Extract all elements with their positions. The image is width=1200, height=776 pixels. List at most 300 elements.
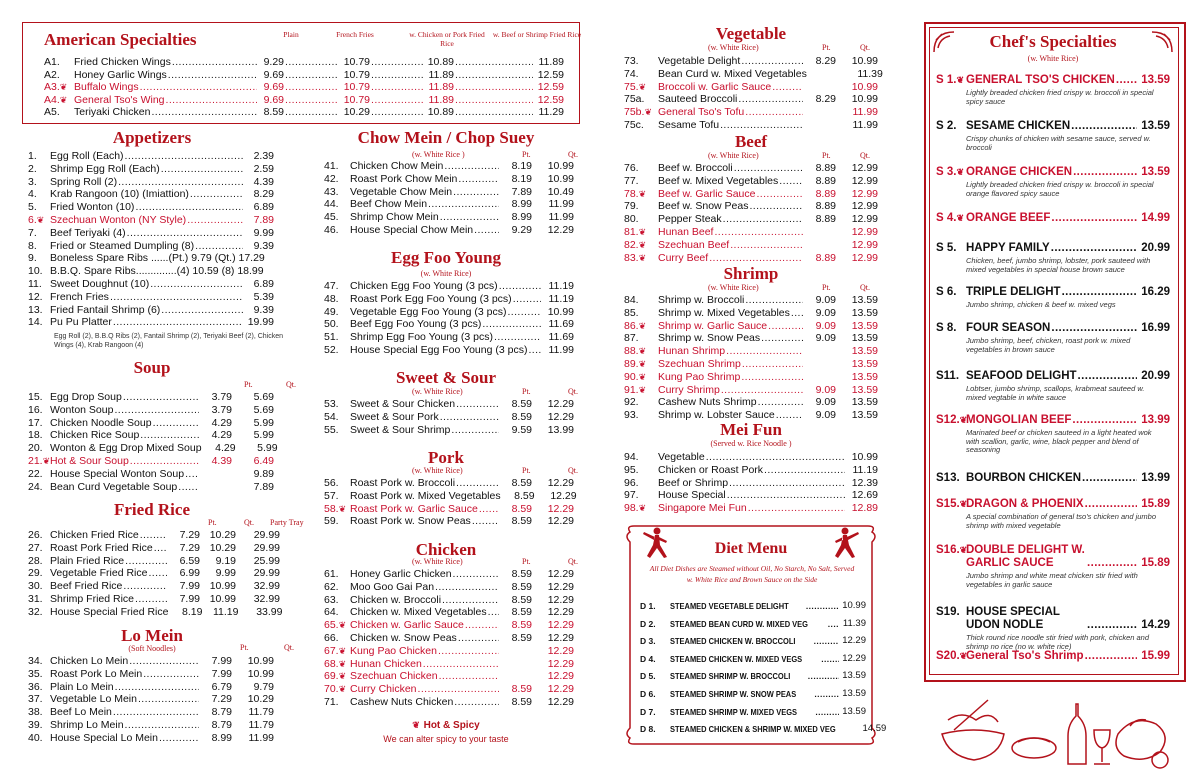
item-price: 5.99 [253, 416, 274, 429]
item-number: 70.❦ [324, 683, 347, 696]
item-name: Plain Lo Mein [50, 680, 114, 693]
menu-item-row [624, 294, 878, 306]
leader-dots [1085, 650, 1137, 663]
item-price: 9.09 [815, 409, 836, 422]
menu-item-row [28, 404, 274, 416]
leader-dots [440, 211, 499, 223]
item-name: Beef Chow Mein [350, 198, 428, 211]
leader-dots [285, 69, 339, 81]
menu-item-row [624, 81, 878, 93]
item-number: D 2. [640, 618, 656, 629]
beef-title: Beef [734, 132, 768, 151]
item-price: 10.99 [851, 55, 878, 67]
menu-item-row [28, 706, 274, 718]
menu-item-row [44, 106, 564, 118]
menu-item-row [624, 489, 878, 501]
item-price: 7.99 [211, 655, 232, 667]
item-price: 12.29 [547, 593, 574, 606]
menu-item-row [324, 581, 574, 593]
item-number: 65.❦ [324, 619, 347, 632]
item-number: 88.❦ [624, 345, 647, 358]
item-price [804, 371, 836, 383]
pepper-icon: ❦ [959, 499, 968, 509]
item-price: 12.29 [547, 696, 574, 708]
item-number: 24. [28, 480, 43, 493]
item-name: STEAMED SHRIMP W. BROCCOLI [670, 671, 791, 682]
leader-dots [742, 358, 803, 370]
menu-item-row [28, 580, 280, 592]
item-name: STEAMED BEAN CURD W. MIXED VEG [670, 618, 808, 629]
item-price: 9.69 [263, 68, 284, 81]
item-price: 4.29 [215, 442, 236, 455]
column-header: Qt. [568, 387, 578, 396]
leader-dots [451, 424, 499, 436]
item-price: 32.99 [253, 593, 280, 605]
item-price: 10.99 [842, 600, 866, 611]
item-price: 4.29 [211, 429, 232, 442]
chef-item-row [936, 322, 1170, 335]
menu-item-row [324, 670, 574, 682]
item-price: 13.59 [842, 670, 866, 682]
item-price: 11.29 [538, 106, 564, 119]
item-name: Vegetable Egg Foo Young (3 pcs) [350, 305, 507, 318]
item-price: 11.19 [548, 292, 574, 305]
item-price: 9.09 [815, 319, 836, 332]
item-name: Shrimp w. Snow Peas [658, 332, 761, 345]
item-number: 45. [324, 211, 339, 224]
item-number: 17. [28, 416, 43, 429]
item-name: Curry Shrimp [658, 383, 720, 396]
item-price: 8.59 [511, 683, 532, 696]
menu-item-row [28, 555, 280, 567]
item-number: 51. [324, 331, 339, 344]
item-price: 7.29 [179, 529, 200, 541]
leader-dots [371, 69, 423, 81]
item-price: 9.09 [815, 332, 836, 345]
item-number: 4. [28, 188, 37, 201]
column-header: Pt. [822, 151, 831, 160]
item-price: 12.29 [547, 502, 574, 515]
pepper-icon: ❦ [338, 620, 347, 631]
item-number: S 1.❦ [936, 74, 965, 86]
item-name: Shrimp w. Garlic Sauce [658, 319, 768, 332]
item-name: GENERAL TSO'S CHICKEN [966, 74, 1115, 86]
leader-dots [423, 658, 499, 670]
leader-dots [808, 670, 839, 682]
item-name: Shrimp Lo Mein [50, 719, 124, 731]
item-number: 34. [28, 655, 43, 667]
menu-item-row [324, 306, 574, 318]
item-number: 40. [28, 731, 43, 744]
leader-dots [453, 186, 499, 198]
item-price: 10.79 [343, 93, 370, 106]
diet-menu-title: Diet Menu [714, 540, 788, 557]
leader-dots [768, 320, 803, 332]
item-number: 32. [28, 605, 43, 618]
leader-dots [113, 706, 199, 718]
item-name: DRAGON & PHOENIX [966, 498, 1084, 510]
item-description: Lightly breaded chicken fried crispy w. broccoli in special spicy sauce [966, 88, 1154, 106]
chow-mein-subtitle: (w. White Rice ) [412, 150, 465, 159]
pepper-icon: ❦ [59, 82, 68, 93]
diet-item-row [640, 635, 866, 647]
leader-dots [161, 304, 243, 316]
leader-dots [455, 81, 533, 93]
item-name: Beef Lo Mein [50, 706, 112, 719]
item-name: Kung Pao Shrimp [658, 370, 741, 383]
item-price: 11.69 [548, 318, 574, 331]
item-number: 75c. [624, 119, 644, 131]
item-number: 86.❦ [624, 319, 647, 332]
column-header: Qt. [286, 380, 296, 389]
item-name: French Fries [50, 290, 109, 303]
item-price: 12.89 [851, 502, 878, 515]
leader-dots [706, 451, 845, 463]
item-price: 12.29 [550, 489, 577, 502]
item-price: 8.89 [815, 213, 836, 226]
item-number: 26. [28, 529, 43, 541]
diet-item-row [640, 653, 866, 665]
leader-dots [371, 106, 423, 118]
item-number: 2. [28, 162, 37, 175]
shrimp-subtitle: (w. White Rice) [708, 283, 759, 292]
american-title: American Specialties [44, 30, 197, 49]
leader-dots [1051, 242, 1137, 255]
item-price: 13.99 [1141, 414, 1170, 426]
item-number: S 3.❦ [936, 166, 965, 178]
item-number: 85. [624, 306, 639, 319]
item-price: 8.59 [263, 106, 284, 119]
menu-item-row [28, 417, 274, 429]
item-price: 8.19 [511, 172, 532, 185]
item-description: Crispy chunks of chicken with sesame sauce, served w. broccoli [966, 134, 1151, 152]
item-price: 11.79 [248, 706, 274, 719]
item-price: 13.59 [851, 319, 878, 332]
item-price: 2.59 [253, 162, 274, 175]
pepper-icon: ❦ [338, 658, 347, 669]
leader-dots [458, 173, 499, 185]
menu-item-row [28, 668, 274, 680]
menu-item-row [324, 606, 574, 618]
item-number: S15.❦ [936, 498, 968, 510]
leader-dots [494, 331, 541, 343]
item-price: 10.99 [547, 305, 574, 318]
item-description: Lightly breaded chicken fried crispy w. broccoli in special orange flavored spicy sauce [966, 180, 1154, 198]
item-price: 12.29 [547, 515, 574, 528]
pepper-icon: ❦ [338, 671, 347, 682]
item-name: Fried Chicken Wings [74, 56, 171, 68]
item-name: Beef or Shrimp [658, 476, 729, 489]
menu-item-row [324, 477, 574, 489]
leader-dots [118, 176, 243, 188]
item-name: SEAFOOD DELIGHT [966, 370, 1077, 382]
leader-dots [741, 371, 803, 383]
item-price: 9.29 [263, 56, 284, 68]
item-price: 9.39 [253, 239, 274, 252]
item-number: 13. [28, 303, 43, 316]
item-price: 9.89 [253, 467, 274, 480]
item-name: Egg Roll (Each) [50, 150, 124, 162]
item-name: Beef Egg Foo Young (3 pcs) [350, 318, 482, 331]
leader-dots [791, 307, 803, 319]
menu-item-row [324, 568, 574, 580]
item-number: D 1. [640, 601, 656, 611]
item-price: 10.89 [427, 106, 454, 119]
pork-title: Pork [428, 448, 464, 467]
item-name: Pu Pu Platter [50, 316, 112, 329]
item-description: Marinated beef or chicken sauteed in a light heated wok with scallion, garlic, wine, black pepper and blend of seasoning [966, 428, 1152, 454]
menu-item-row [28, 278, 274, 290]
item-name: Broccoli w. Garlic Sauce [658, 80, 772, 93]
item-price: 8.59 [511, 515, 532, 528]
leader-dots [140, 429, 199, 441]
menu-item-row [28, 214, 274, 226]
item-price: 29.99 [253, 567, 280, 580]
item-price: 9.09 [815, 306, 836, 319]
item-number: 35. [28, 667, 43, 680]
item-number: 82.❦ [624, 238, 647, 251]
item-number: 68.❦ [324, 657, 347, 670]
item-number: 9. [28, 252, 37, 265]
item-name: Pepper Steak [658, 213, 722, 226]
leader-dots [723, 213, 803, 225]
item-price: 8.59 [511, 398, 532, 410]
item-price [804, 345, 836, 357]
menu-item-row [624, 55, 878, 67]
column-header: w. Chicken or Pork Fried Rice [409, 30, 485, 48]
item-name: Roast Pork w. Broccoli [350, 477, 456, 489]
item-number: D 6. [640, 689, 656, 699]
item-price: 11.99 [248, 731, 274, 744]
item-number: 83.❦ [624, 251, 647, 264]
item-name: Chicken Lo Mein [50, 655, 129, 667]
item-name: Chicken Noodle Soup [50, 416, 152, 429]
item-name: Shrimp Egg Roll (Each) [50, 162, 160, 175]
item-name: ORANGE CHICKEN [966, 166, 1073, 178]
leader-dots [729, 477, 845, 489]
item-price [804, 106, 836, 118]
menu-item-row [324, 658, 574, 670]
item-number: D 4. [640, 653, 656, 664]
item-number: D 7. [640, 706, 656, 717]
item-price: 9.79 [253, 680, 274, 693]
leader-dots [749, 200, 803, 212]
item-number: 14. [28, 316, 43, 329]
item-price: 9.39 [253, 303, 274, 316]
item-price: 6.59 [179, 554, 200, 567]
leader-dots [758, 396, 803, 408]
item-price: 9.99 [215, 567, 236, 580]
chicken-subtitle: (w. White Rice) [412, 557, 463, 566]
leader-dots [465, 619, 499, 631]
leader-dots [730, 239, 803, 251]
item-price: 10.79 [343, 68, 370, 81]
diet-menu-note: All Diet Dishes are Steamed without Oil, No Starch, No Salt, Served w. White Rice and Brown Sauce on the Side [649, 564, 855, 584]
item-number: D 5. [640, 671, 656, 682]
menu-item-row [28, 593, 280, 605]
item-price: 12.99 [851, 251, 878, 264]
pepper-icon: ❦ [338, 645, 347, 656]
item-name: House Special Fried Rice [50, 605, 169, 618]
item-price: 4.39 [253, 175, 274, 188]
item-price: 10.99 [851, 80, 878, 93]
column-header: Party Tray [270, 518, 304, 527]
leader-dots [439, 670, 499, 682]
item-price: 25.99 [253, 554, 280, 567]
item-number: 52. [324, 344, 339, 356]
item-price: 13.59 [851, 358, 878, 370]
item-number: 22. [28, 467, 43, 480]
item-price: 8.59 [514, 489, 535, 502]
item-number: A1. [44, 56, 60, 68]
menu-item-row [324, 503, 574, 515]
item-price: 12.29 [842, 652, 866, 664]
item-name: House Special Lo Mein [50, 731, 158, 744]
item-number: 63. [324, 593, 339, 606]
leader-dots [140, 529, 167, 541]
leader-dots [756, 188, 803, 200]
item-name: Chicken Rice Soup [50, 429, 140, 442]
item-number: 30. [28, 580, 43, 593]
item-description: Thick round rice noodle stir fried with pork, chicken and shrimp no rice (no w. white rice) [966, 633, 1150, 651]
item-price: 8.59 [511, 593, 532, 606]
pepper-icon: ❦ [638, 371, 647, 382]
sweet-sour-subtitle: (w. White Rice) [412, 387, 463, 396]
diet-item-row [640, 723, 887, 735]
item-price: 15.89 [1141, 498, 1170, 510]
item-name: Hunan Beef [658, 226, 714, 238]
leader-dots [748, 502, 845, 514]
leader-dots [528, 344, 541, 356]
item-price: 32.99 [253, 580, 280, 593]
leader-dots [1116, 74, 1137, 87]
menu-item-row [324, 344, 574, 356]
item-price: 20.99 [1141, 242, 1170, 254]
item-name: Beef w. Mixed Vegetables [658, 174, 779, 187]
item-price: 7.89 [511, 185, 532, 198]
beef-subtitle: (w. White Rice) [708, 151, 759, 160]
leader-dots [161, 163, 243, 175]
item-price: 14.99 [1141, 212, 1170, 224]
leader-dots [499, 280, 541, 292]
menu-item-row [28, 681, 274, 693]
item-name: Roast Pork Fried Rice [50, 541, 153, 554]
item-number: 81.❦ [624, 226, 647, 238]
item-price: 12.99 [851, 174, 878, 187]
leader-dots [806, 600, 839, 612]
item-price: 16.29 [1141, 286, 1170, 298]
chow-mein-title: Chow Mein / Chop Suey [357, 128, 535, 147]
item-name: House Special [658, 489, 726, 502]
item-price [266, 265, 296, 277]
item-number: 58.❦ [324, 502, 347, 515]
menu-item-row [324, 318, 574, 330]
item-price: 9.29 [511, 224, 532, 236]
menu-item-row [624, 239, 878, 251]
item-price [809, 68, 841, 80]
item-number: S13. [936, 472, 960, 484]
menu-item-row [624, 162, 878, 174]
column-header: Qt. [568, 466, 578, 475]
column-header: Qt. [860, 151, 870, 160]
leader-dots [1082, 472, 1137, 485]
column-header: Pt. [822, 283, 831, 292]
item-price: 5.99 [257, 442, 278, 455]
pepper-icon: ❦ [638, 359, 647, 369]
leader-dots [135, 593, 167, 605]
item-price: 12.29 [547, 568, 574, 580]
item-price: 8.59 [511, 696, 532, 708]
pepper-icon: ❦ [412, 720, 420, 730]
item-name: BOURBON CHICKEN [966, 472, 1081, 484]
item-price: 9.09 [815, 396, 836, 409]
item-price: 8.19 [182, 605, 203, 618]
item-price: 20.99 [1141, 370, 1170, 382]
item-price: 12.29 [547, 606, 574, 619]
item-name: Hunan Shrimp [658, 345, 726, 358]
menu-item-row [324, 632, 574, 644]
column-1 [22, 0, 580, 776]
menu-item-row [28, 542, 280, 554]
mei-fun-title: Mei Fun [720, 420, 782, 439]
leader-dots [1072, 414, 1137, 427]
sweet-sour-title: Sweet & Sour [395, 368, 497, 387]
leader-dots [190, 188, 243, 200]
leader-dots [821, 653, 839, 665]
item-price: 8.29 [815, 55, 836, 67]
leader-dots [148, 567, 167, 579]
item-price: 6.79 [211, 680, 232, 693]
leader-dots [371, 56, 423, 68]
item-price: 12.39 [851, 476, 878, 489]
item-price: 7.99 [179, 580, 200, 593]
item-number: 44. [324, 198, 339, 211]
leader-dots [435, 581, 499, 593]
item-name: STEAMED VEGETABLE DELIGHT [670, 601, 789, 611]
item-price [804, 81, 836, 93]
column-header: Pt. [522, 466, 531, 475]
item-number: 21.❦ [28, 455, 51, 467]
item-name: Chicken Fried Rice [50, 529, 139, 541]
item-name: Beef w. Garlic Sauce [658, 187, 756, 200]
pepper-icon: ❦ [36, 215, 45, 225]
item-price [804, 226, 836, 238]
item-price: 11.39 [842, 617, 866, 629]
menu-item-row [324, 515, 574, 527]
item-price: 9.19 [215, 554, 236, 567]
pepper-icon: ❦ [338, 503, 347, 514]
item-price: 12.29 [547, 224, 574, 236]
column-header: Qt. [568, 557, 578, 566]
menu-item-row [28, 468, 274, 480]
item-number: 49. [324, 305, 339, 318]
item-price: 8.79 [211, 719, 232, 731]
item-price: 33.99 [256, 605, 283, 618]
item-number: 96. [624, 476, 639, 489]
chef-item-row [936, 606, 1170, 632]
menu-item-row [624, 345, 878, 357]
pepper-icon: ❦ [638, 503, 647, 514]
item-price: 8.59 [511, 410, 532, 423]
item-number: S 6. [936, 286, 957, 298]
item-name: Plain Fried Rice [50, 554, 125, 567]
item-number: 5. [28, 201, 37, 214]
leader-dots [172, 56, 257, 68]
item-price: 10.89 [427, 56, 454, 68]
menu-item-row [28, 240, 274, 252]
item-name: FOUR SEASON [966, 322, 1051, 334]
item-name: Shrimp w. Broccoli [658, 294, 745, 306]
